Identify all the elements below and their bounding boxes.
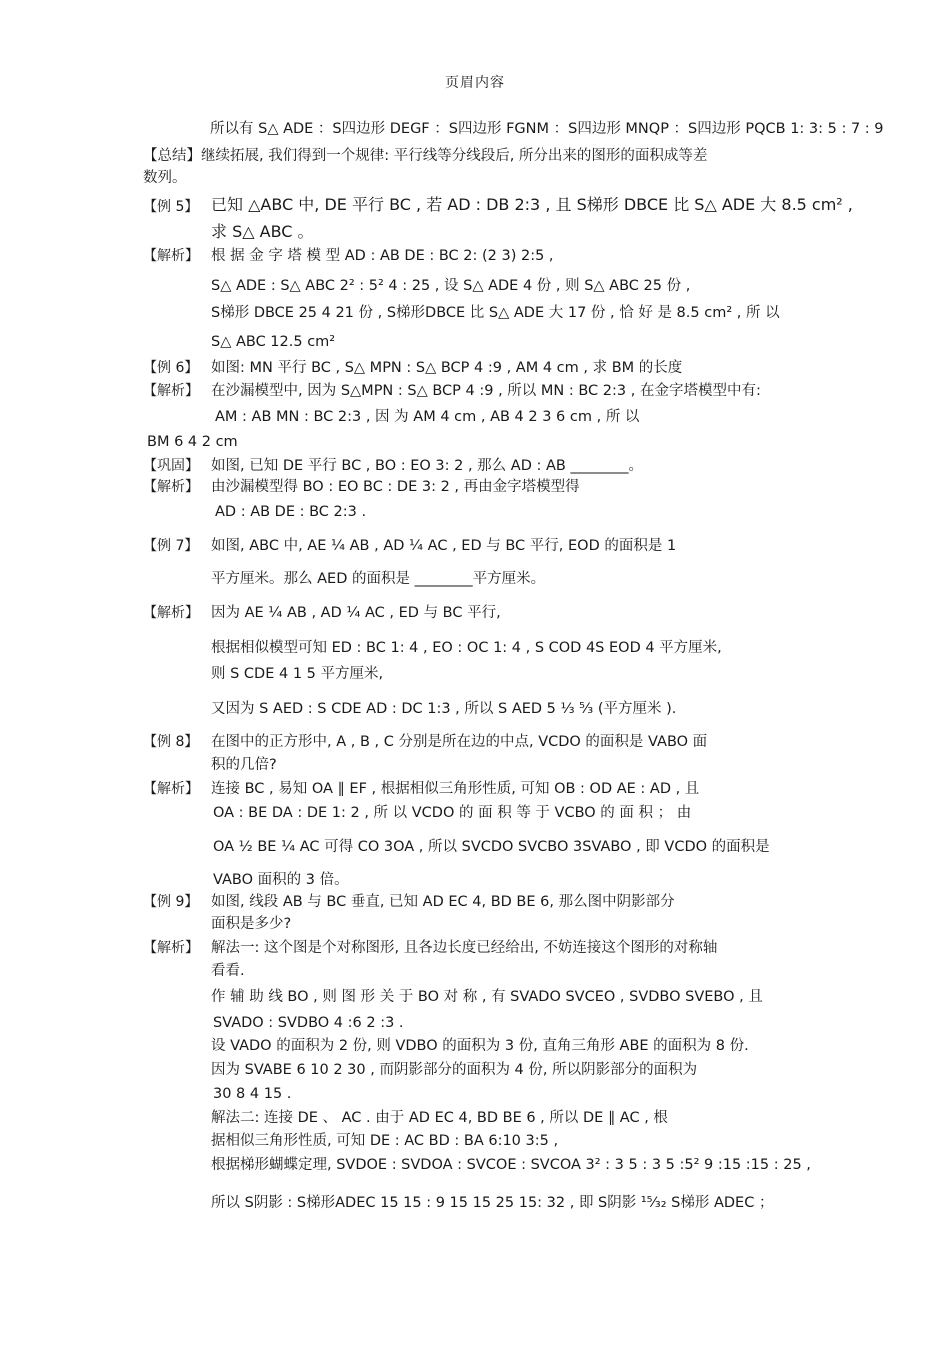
section-tag: 【解析】 — [143, 940, 199, 956]
text-line: 解法二: 连接 DE 、 AC . 由于 AD EC 4, BD BE 6 , 所以 DE ∥ AC , 根 — [211, 1110, 668, 1126]
text-line: 如图: MN 平行 BC , S△ MPN : S△ BCP 4 :9 , AM 4 cm , 求 BM 的长度 — [211, 360, 683, 376]
text-line: 由沙漏模型得 BO : EO BC : DE 3: 2 , 再由金字塔模型得 — [211, 479, 580, 495]
text-line: S△ ABC 12.5 cm² — [211, 334, 336, 350]
section-tag: 【例 6】 — [143, 360, 199, 376]
text-line: 如图, ABC 中, AE ¼ AB , AD ¼ AC , ED 与 BC 平行, EOD 的面积是 1 — [211, 538, 677, 554]
section-tag: 【解析】 — [143, 781, 199, 797]
section-tag: 【解析】 — [143, 479, 199, 495]
text-line: 数列。 — [143, 170, 187, 186]
text-line: 平方厘米。那么 AED 的面积是 ________平方厘米。 — [211, 571, 546, 587]
text-line: 积的几倍? — [211, 757, 277, 773]
text-line: 所以有 S△ ADE ：S四边形 DEGF ：S四边形 FGNM ：S四边形 MNQP ：S四边形 PQCB 1: 3: 5 : 7 : 9 — [210, 121, 884, 137]
text-line: 根 据 金 字 塔 模 型 AD : AB DE : BC 2: (2 3) 2:5 , — [211, 248, 554, 264]
text-line: 连接 BC , 易知 OA ∥ EF , 根据相似三角形性质, 可知 OB : OD AE : AD , 且 — [211, 781, 700, 797]
text-line: 在图中的正方形中, A , B , C 分别是所在边的中点, VCDO 的面积是 VABO 面 — [211, 734, 708, 750]
text-line: 在沙漏模型中, 因为 S△MPN : S△ BCP 4 :9 , 所以 MN : BC 2:3 , 在金字塔模型中有: — [211, 383, 761, 399]
text-line: 设 VADO 的面积为 2 份, 则 VDBO 的面积为 3 份, 直角三角形 ABE 的面积为 8 份. — [211, 1038, 749, 1054]
text-line: 如图, 已知 DE 平行 BC , BO : EO 3: 2 , 那么 AD : AB ________。 — [211, 458, 643, 474]
text-line: 【总结】继续拓展, 我们得到一个规律: 平行线等分线段后, 所分出来的图形的面积成等差 — [143, 148, 708, 164]
text-line: 又因为 S AED : S CDE AD : DC 1:3 , 所以 S AED 5 ⅓ ⁵⁄₃ (平方厘米 ). — [211, 701, 677, 717]
section-tag: 【例 9】 — [143, 894, 199, 910]
text-line: 解法一: 这个图是个对称图形, 且各边长度已经给出, 不妨连接这个图形的对称轴 — [211, 940, 718, 956]
text-line: 如图, 线段 AB 与 BC 垂直, 已知 AD EC 4, BD BE 6, 那么图中阴影部分 — [211, 894, 675, 910]
section-tag: 【解析】 — [143, 248, 199, 264]
text-line: 根据梯形蝴蝶定理, SVDOE : SVDOA : SVCOE : SVCOA 3² : 3 5 : 3 5 :5² 9 :15 :15 : 25 , — [211, 1157, 811, 1173]
text-line: SVADO : SVDBO 4 :6 2 :3 . — [213, 1015, 404, 1031]
text-line: 则 S CDE 4 1 5 平方厘米, — [211, 666, 384, 682]
text-line: 据相似三角形性质, 可知 DE : AC BD : BA 6:10 3:5 , — [211, 1133, 559, 1149]
section-tag: 【例 5】 — [143, 199, 199, 215]
text-line: S梯形 DBCE 25 4 21 份 , S梯形DBCE 比 S△ ADE 大 17 份 , 恰 好 是 8.5 cm² , 所 以 — [211, 305, 780, 321]
text-line: AD : AB DE : BC 2:3 . — [215, 504, 367, 520]
text-line: 根据相似模型可知 ED : BC 1: 4 , EO : OC 1: 4 , S COD 4S EOD 4 平方厘米, — [211, 640, 722, 656]
text-line: 30 8 4 15 . — [213, 1086, 292, 1102]
text-line: OA : BE DA : DE 1: 2 , 所 以 VCDO 的 面 积 等 于 VCBO 的 面 积 ； 由 — [213, 805, 692, 821]
text-line: 作 辅 助 线 BO , 则 图 形 关 于 BO 对 称 , 有 SVADO SVCEO , SVDBO SVEBO , 且 — [211, 989, 763, 1005]
text-line: BM 6 4 2 cm — [147, 434, 238, 450]
text-line: 看看. — [211, 963, 245, 979]
section-tag: 【例 8】 — [143, 734, 199, 750]
text-line: 已知 △ABC 中, DE 平行 BC , 若 AD : DB 2:3 , 且 S梯形 DBCE 比 S△ ADE 大 8.5 cm² , — [211, 195, 853, 214]
section-tag: 【巩固】 — [143, 458, 199, 474]
page-header: 页眉内容 — [445, 75, 505, 91]
section-tag: 【例 7】 — [143, 538, 199, 554]
section-tag: 【解析】 — [143, 383, 199, 399]
text-line: 因为 AE ¼ AB , AD ¼ AC , ED 与 BC 平行, — [211, 605, 501, 621]
text-line: 求 S△ ABC 。 — [211, 222, 314, 241]
text-line: OA ½ BE ¼ AC 可得 CO 3OA , 所以 SVCDO SVCBO 3SVABO , 即 VCDO 的面积是 — [213, 839, 770, 855]
text-line: VABO 面积的 3 倍。 — [213, 872, 349, 888]
text-line: 因为 SVABE 6 10 2 30 , 而阴影部分的面积为 4 份, 所以阴影部分的面积为 — [211, 1062, 698, 1078]
text-line: AM : AB MN : BC 2:3 , 因 为 AM 4 cm , AB 4 2 3 6 cm , 所 以 — [215, 409, 640, 425]
section-tag: 【解析】 — [143, 605, 199, 621]
text-line: 面积是多少? — [211, 916, 292, 932]
text-line: S△ ADE : S△ ABC 2² : 5² 4 : 25 , 设 S△ ADE 4 份 , 则 S△ ABC 25 份 , — [211, 278, 691, 294]
text-line: 所以 S阴影 : S梯形ADEC 15 15 : 9 15 15 25 15: 32 , 即 S阴影 ¹⁵⁄₃₂ S梯形 ADEC ； — [211, 1195, 774, 1211]
